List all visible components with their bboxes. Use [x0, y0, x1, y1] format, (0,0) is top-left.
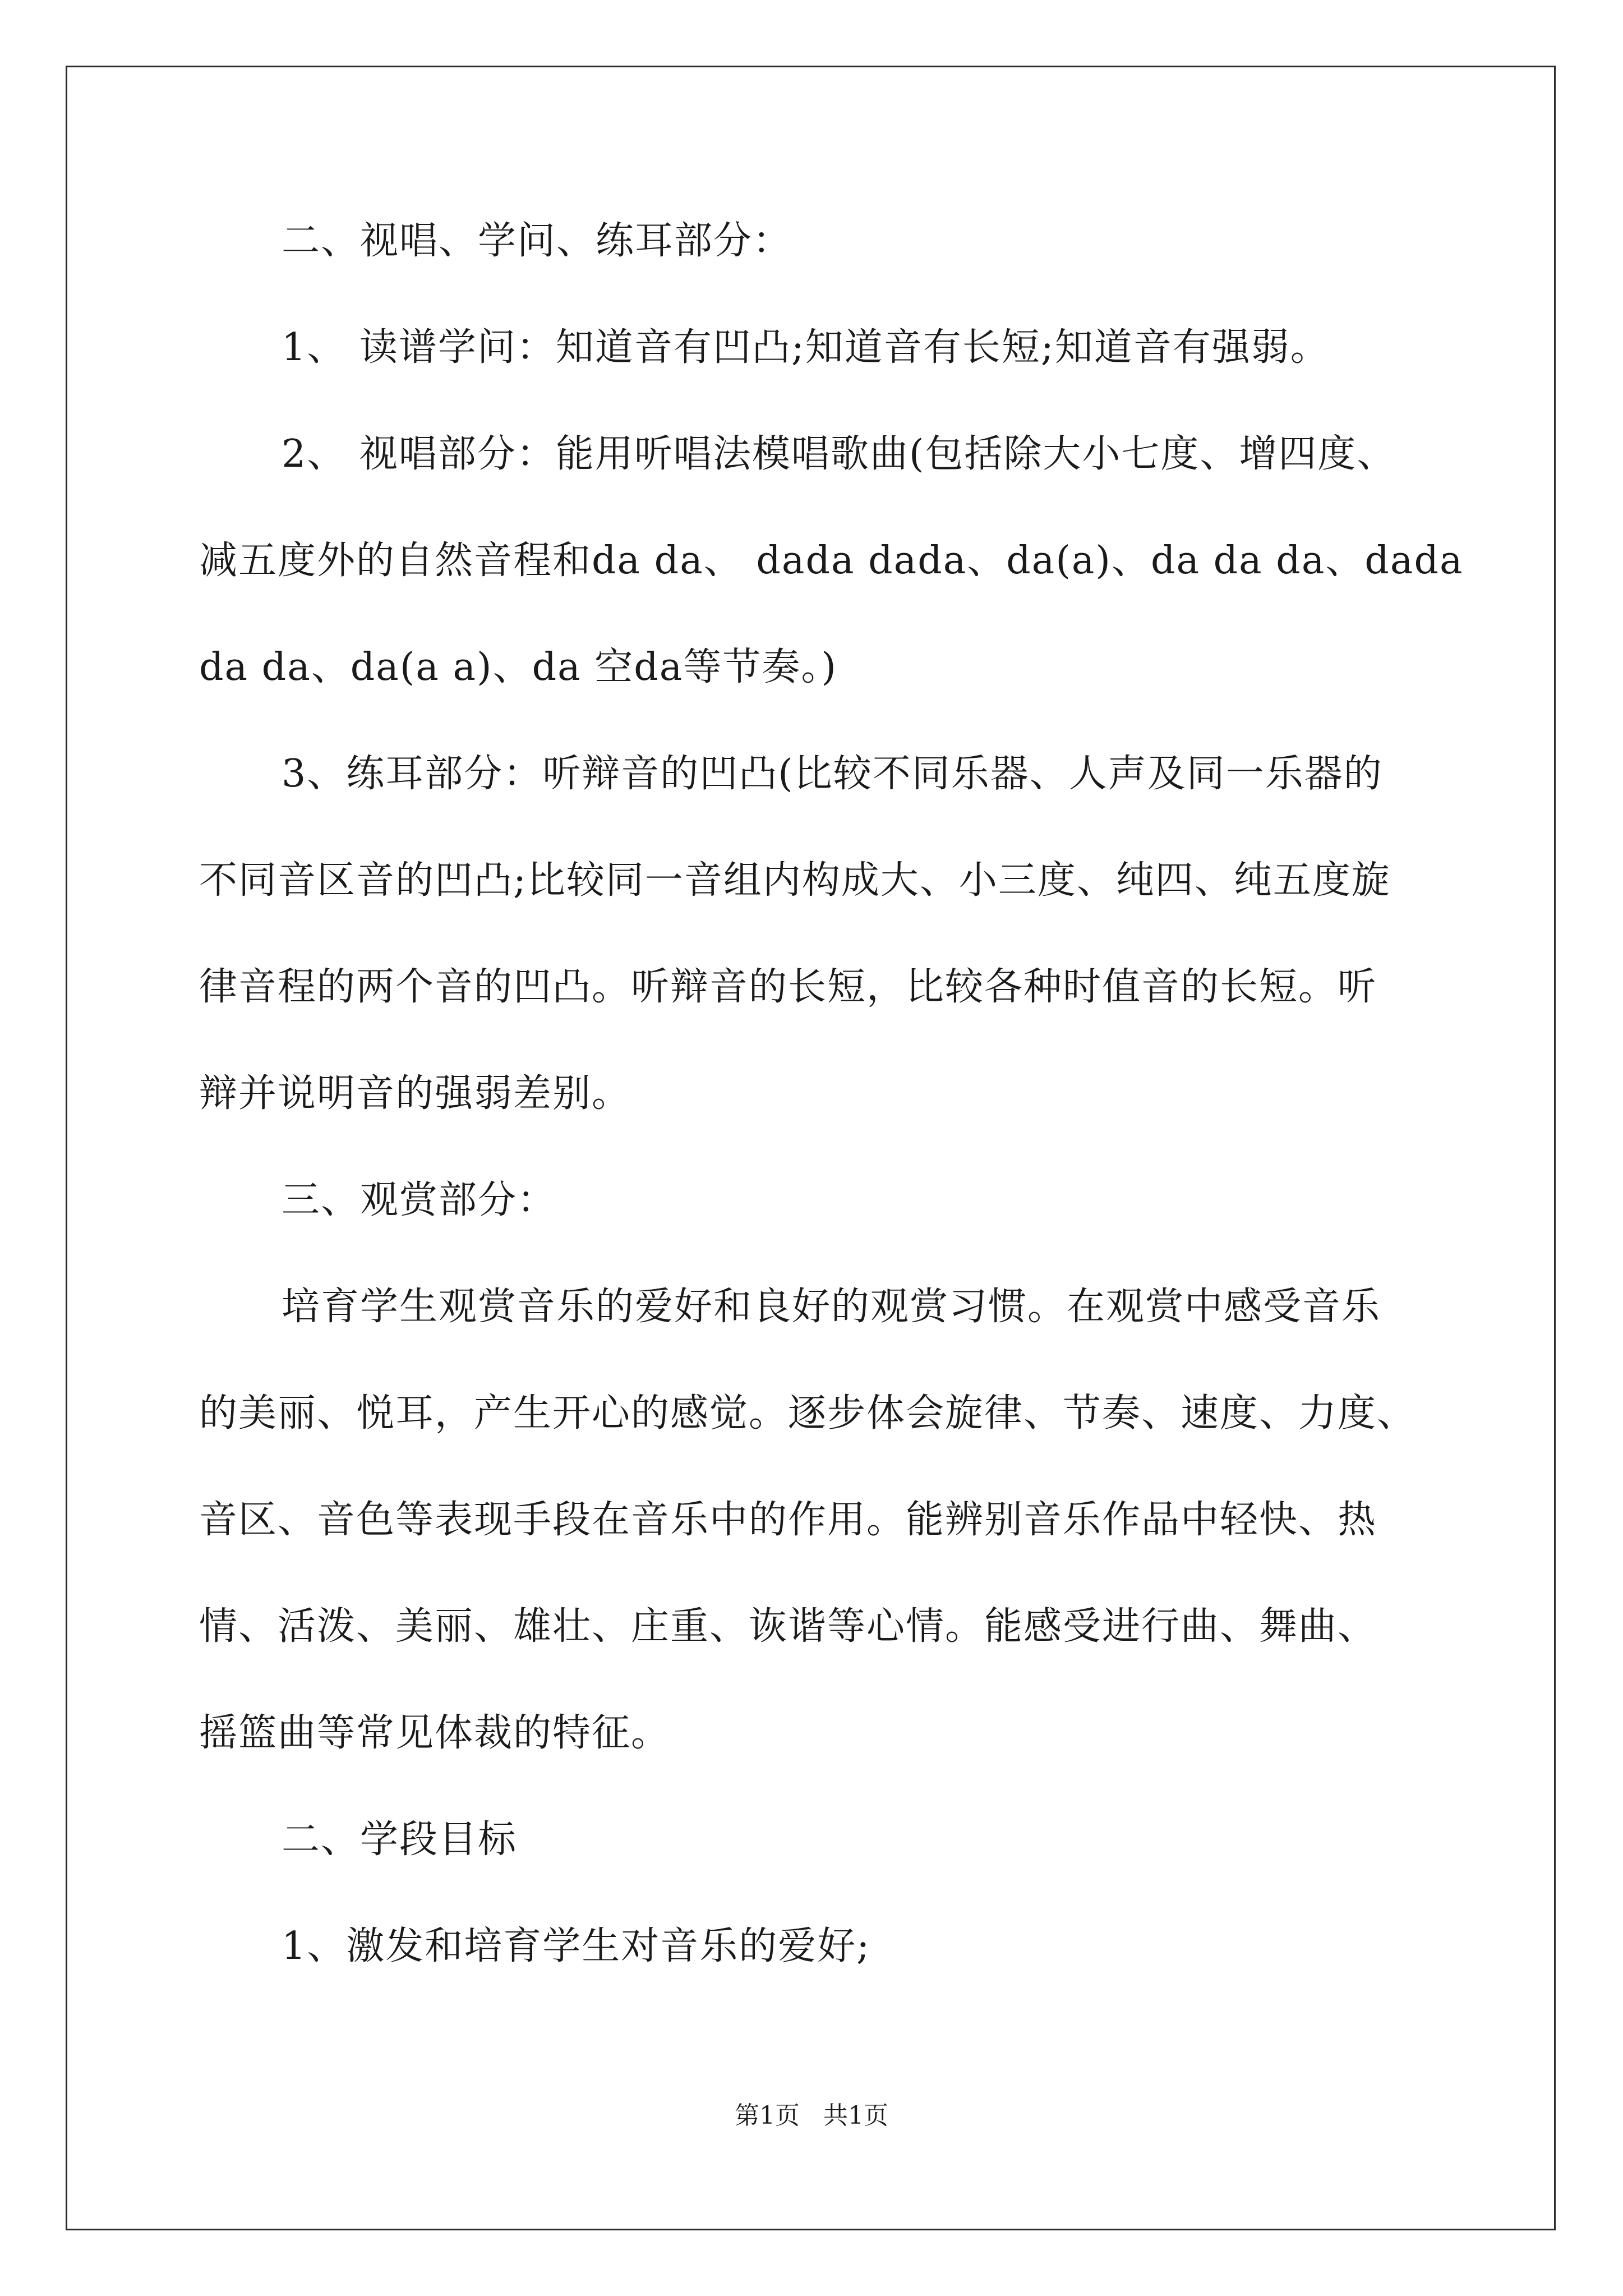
- paragraph-goal-1: 1、激发和培育学生对音乐的爱好;: [282, 1924, 871, 1968]
- paragraph-line: 音区、音色等表现手段在音乐中的作用。能辨别音乐作品中轻快、热: [199, 1498, 1377, 1542]
- heading-section-2: 二、视唱、学问、练耳部分：: [282, 219, 792, 263]
- paragraph-line: da da、da(a a)、da 空da等节奏。): [199, 645, 837, 689]
- paragraph-line: 情、活泼、美丽、雄壮、庄重、诙谐等心情。能感受进行曲、舞曲、: [199, 1604, 1377, 1649]
- page-footer: [0, 2095, 1623, 2131]
- paragraph-line: 摇篮曲等常见体裁的特征。: [199, 1711, 671, 1755]
- paragraph-line: 辩并说明音的强弱差别。: [199, 1071, 631, 1116]
- paragraph-line: 减五度外的自然音程和da da、 dada dada、da(a)、da da da、dada: [199, 539, 1464, 583]
- paragraph-reading: 1、 读谱学问：知道音有凹凸;知道音有长短;知道音有强弱。: [282, 325, 1330, 370]
- page-border: [66, 66, 1556, 2230]
- paragraph-ear-training: 3、练耳部分：听辩音的凹凸(比较不同乐器、人声及同一乐器的: [282, 752, 1383, 796]
- page-number-total: 共1页: [823, 2101, 888, 2130]
- paragraph-appreciation: 培育学生观赏音乐的爱好和良好的观赏习惯。在观赏中感受音乐: [282, 1285, 1381, 1329]
- paragraph-line: 律音程的两个音的凹凸。听辩音的长短，比较各种时值音的长短。听: [199, 965, 1377, 1009]
- page-number-current: 第1页: [735, 2101, 800, 2130]
- paragraph-line: 不同音区音的凹凸;比较同一音组内构成大、小三度、纯四、纯五度旋: [199, 858, 1391, 903]
- paragraph-line: 的美丽、悦耳，产生开心的感觉。逐步体会旋律、节奏、速度、力度、: [199, 1391, 1417, 1435]
- heading-stage-goals: 二、学段目标: [282, 1818, 518, 1862]
- paragraph-sight-singing: 2、 视唱部分：能用听唱法模唱歌曲(包括除大小七度、增四度、: [282, 432, 1396, 476]
- heading-section-3: 三、观赏部分：: [282, 1178, 557, 1222]
